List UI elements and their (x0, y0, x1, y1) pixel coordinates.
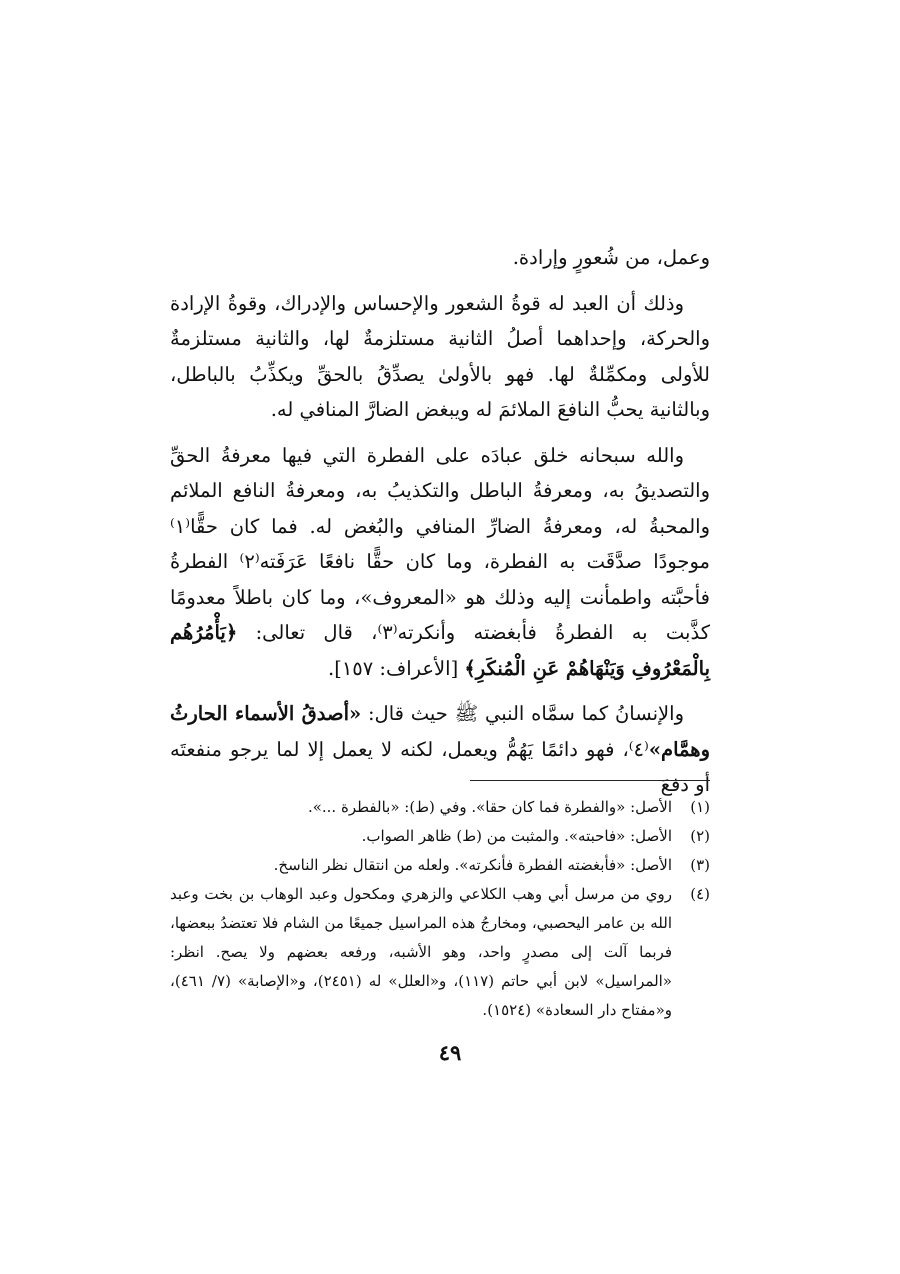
paragraph-1: وعمل، من شُعورٍ وإرادة. (512, 246, 710, 269)
footnote-text: روي من مرسل أبي وهب الكلاعي والزهري ومكحول وعبد الوهاب بن بخت وعبد الله بن عامر اليحصبي، ومخارجُ هذه المراسيل جميعًا من الشام فلا تعتضدُ ببعضها، فربما آلت إلى مصدرٍ واحد، وهو الأشبه، ورفعه بعضهم ولا يصح. انظر: «المراسيل» لابن أبي حاتم (١١٧)، و«العلل» له (٢٤٥١)، و«الإصابة» (٧/ ٤٦١)، و«مفتاح دار السعادة» (١٥٢٤). (170, 885, 672, 1019)
footnote-number: (٣) (690, 856, 710, 874)
hadith-quote: «أصدقُ الأسماء الحارثُ وهمَّام» (170, 702, 710, 761)
footnote-text: الأصل: «والفطرة فما كان حقا». وفي (ط): «بالفطرة ...». (307, 798, 672, 816)
paragraph-4-end: ⁽٤⁾، فهو دائمًا يَهُمُّ ويعمل، لكنه لا يعمل إلا لما يرجو منفعتَه أو دفعَ (170, 737, 710, 796)
verse-reference: [الأعراف: ١٥٧]. (328, 656, 465, 680)
footnotes (170, 793, 710, 1025)
footnote-4 (170, 880, 710, 1025)
footnote-text: الأصل: «فأبغضته الفطرة فأنكرته». ولعله من انتقال نظر الناسخ. (273, 856, 672, 874)
footnote-3 (170, 851, 710, 880)
main-text (170, 240, 710, 803)
footnote-number: (٢) (690, 827, 710, 845)
paragraph-4-start: والإنسانُ كما سمَّاه النبي ﷺ حيث قال: (361, 702, 684, 725)
footnote-1 (170, 793, 710, 822)
paragraph-4 (170, 696, 710, 803)
paragraph-3 (170, 438, 710, 687)
footnote-number: (١) (690, 798, 710, 816)
paragraph-2: وذلك أن العبد له قوةُ الشعور والإحساس والإدراك، وقوةُ الإرادة والحركة، وإحداهما أصلُ الثانية مستلزمةٌ لها، والثانية مستلزمةٌ للأولى ومكمِّلةٌ لها. فهو بالأولىٰ يصدِّقُ بالحقِّ ويكذِّبُ بالباطل، وبالثانية يحبُّ النافعَ الملائمَ له ويبغض الضارَّ المنافي له. (170, 291, 710, 421)
page-number: ٤٩ (438, 1040, 462, 1065)
paragraph-3-text: والله سبحانه خلق عبادَه على الفطرة التي فيها معرفةُ الحقِّ والتصديقُ به، ومعرفةُ الباطل والتكذيبُ به، ومعرفةُ النافع الملائم والمحبةُ له، ومعرفةُ الضارِّ المنافي والبُغض له. فما كان حقًّا⁽١⁾ موجودًا صدَّقَت به الفطرة، وما كان حقًّا نافعًا عَرَفَته⁽٢⁾ الفطرةُ فأحبَّته واطمأنت إليه وذلك هو «المعروف»، وما كان باطلاً معدومًا كذَّبت به الفطرةُ فأبغضته وأنكرته⁽٣⁾، قال تعالى: (170, 443, 710, 644)
quran-verse: ﴿يَأْمُرُهُم بِالْمَعْرُوفِ وَيَنْهَاهُمْ عَنِ الْمُنكَرِ﴾ (170, 621, 710, 680)
footnote-2 (170, 822, 710, 851)
footnote-divider (470, 780, 710, 781)
footnote-number: (٤) (690, 885, 710, 903)
footnote-text: الأصل: «فاحبته». والمثبت من (ط) ظاهر الصواب. (361, 827, 672, 845)
